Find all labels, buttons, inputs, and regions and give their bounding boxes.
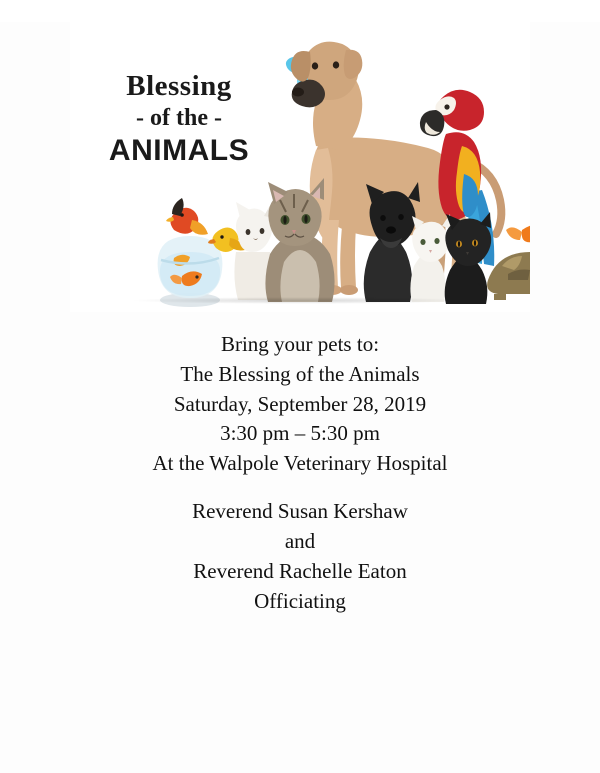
poster-body-text xyxy=(40,330,560,616)
goldfish-right xyxy=(506,224,530,242)
body-line: Saturday, September 28, 2019 xyxy=(173,391,427,416)
poster-page xyxy=(0,22,600,773)
paragraph-spacer xyxy=(40,479,560,497)
poster-heading xyxy=(84,70,274,169)
ground-shadow xyxy=(130,297,470,304)
officiant-line: Reverend Rachelle Eaton xyxy=(193,558,407,583)
body-line: Bring your pets to: xyxy=(220,332,380,356)
poster-heading-line-1: Blessing xyxy=(126,70,232,102)
body-line: The Blessing of the Animals xyxy=(180,361,420,386)
body-line: 3:30 pm – 5:30 pm xyxy=(220,421,380,446)
body-line: At the Walpole Veterinary Hospital xyxy=(152,451,448,476)
officiant-line: and xyxy=(284,528,316,553)
poster-heading-line-3: ANIMALS xyxy=(108,134,250,168)
officiant-line: Reverend Susan Kershaw xyxy=(192,499,408,524)
poster-heading-line-2: - of the - xyxy=(136,105,222,132)
poster-artwork xyxy=(70,22,530,312)
officiant-line: Officiating xyxy=(254,588,346,613)
